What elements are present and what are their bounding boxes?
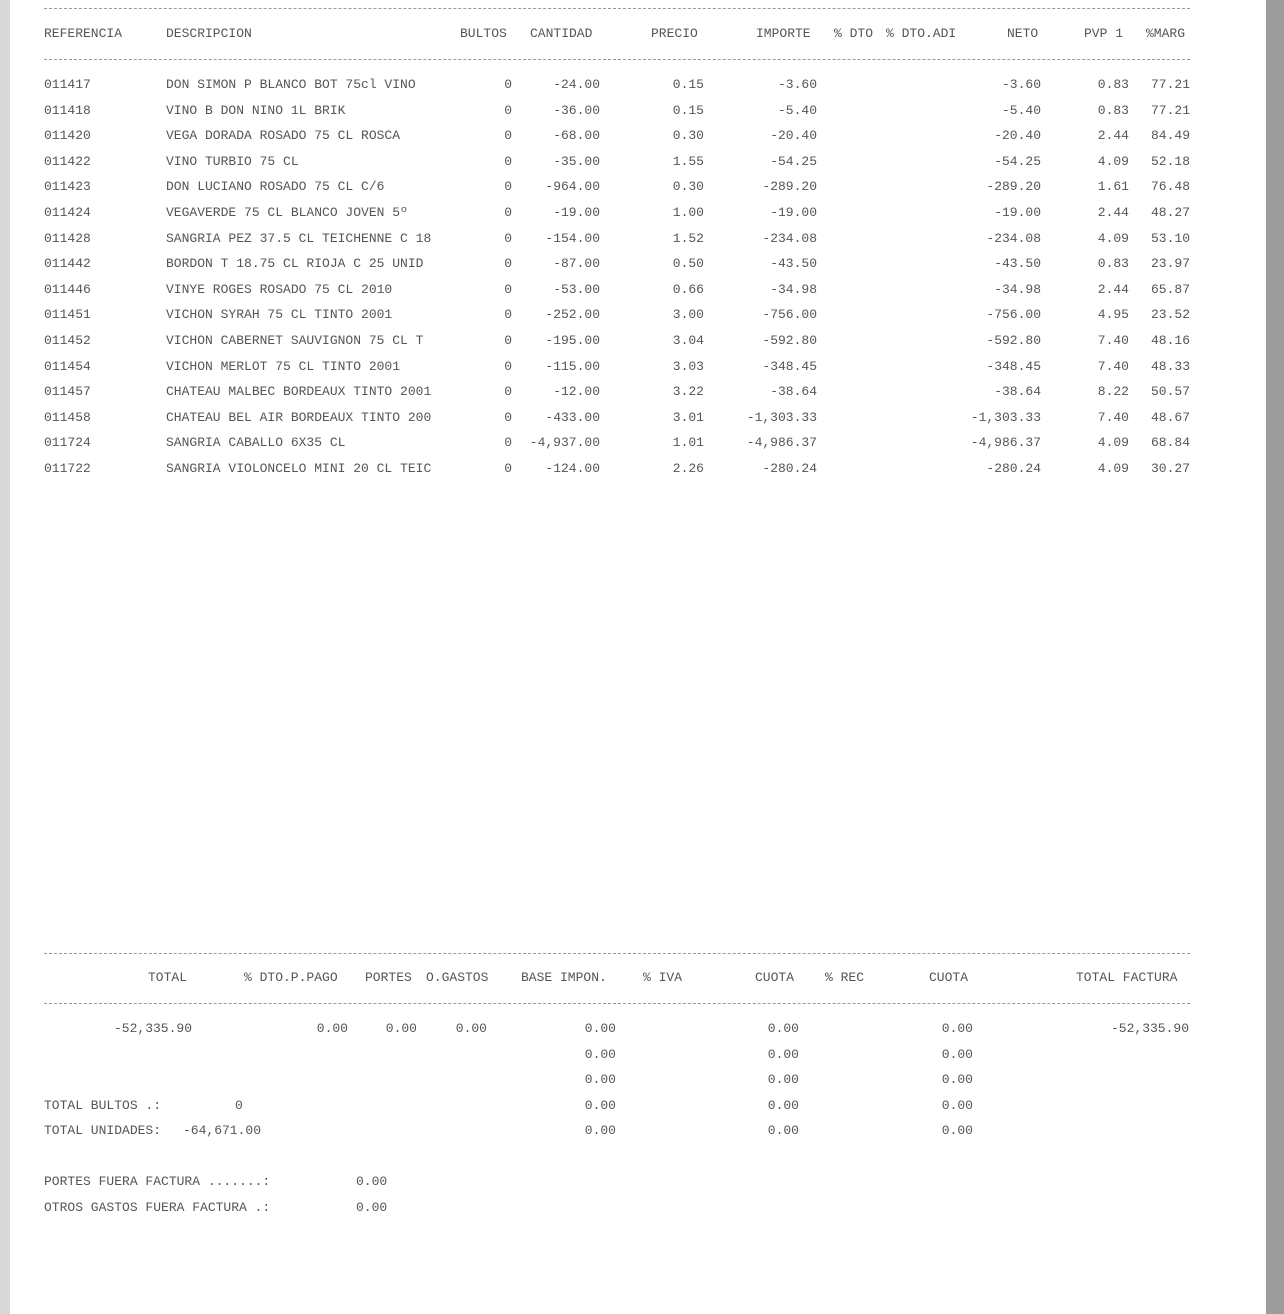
cell-desc: SANGRIA PEZ 37.5 CL TEICHENNE C 18: [166, 230, 432, 246]
cell-marg: 50.57: [1150, 384, 1190, 400]
cell-cantidad: -195.00: [545, 333, 600, 348]
cell-marg: 48.33: [1150, 358, 1190, 374]
tax-cell-cuota2: 0.00: [941, 1021, 973, 1036]
cell-pvp: 7.40: [1097, 333, 1129, 348]
cell-cantidad: -964.00: [545, 179, 600, 195]
cell-precio: 3.01: [672, 409, 704, 425]
cell-precio: 0.30: [672, 179, 704, 195]
cell-importe: -234.08: [762, 230, 817, 246]
header-precio: PRECIO: [651, 26, 698, 41]
cell-importe: -4,986.37: [746, 435, 817, 451]
summary-portes-value: 0.00: [385, 1021, 417, 1036]
cell-neto: -3.60: [1001, 77, 1041, 92]
cell-precio: 1.00: [672, 205, 704, 220]
cell-neto: -20.40: [994, 128, 1041, 144]
cell-marg: 23.52: [1150, 307, 1190, 323]
cell-bultos: 0: [504, 281, 512, 297]
cell-neto: -1,303.33: [970, 409, 1041, 425]
cell-marg: 77.21: [1150, 102, 1190, 118]
cell-ref: 011423: [44, 179, 91, 195]
cell-neto: -19.00: [994, 205, 1041, 220]
header-pvp: PVP 1: [1084, 26, 1124, 41]
cell-pvp: 4.09: [1097, 230, 1129, 246]
cell-desc: VEGA DORADA ROSADO 75 CL ROSCA: [166, 128, 401, 144]
portes-fuera-value: 0.00: [356, 1174, 388, 1189]
cell-bultos: 0: [504, 179, 512, 195]
header-dto-adi: % DTO.ADI: [886, 26, 957, 41]
cell-importe: -43.50: [770, 256, 817, 272]
tax-cell-cuota2: 0.00: [941, 1072, 973, 1087]
cell-desc: VINO B DON NINO 1L BRIK: [166, 102, 346, 118]
cell-marg: 23.97: [1150, 256, 1190, 272]
otros-gastos-label: OTROS GASTOS FUERA FACTURA .:: [44, 1200, 271, 1215]
cell-bultos: 0: [504, 435, 512, 451]
summary-header-base-impon: BASE IMPON.: [521, 970, 607, 985]
cell-desc: VEGAVERDE 75 CL BLANCO JOVEN 5º: [166, 205, 408, 220]
cell-precio: 0.30: [672, 128, 704, 144]
cell-cantidad: -24.00: [553, 77, 600, 92]
cell-bultos: 0: [504, 461, 512, 476]
cell-pvp: 0.83: [1097, 77, 1129, 92]
cell-desc: CHATEAU MALBEC BORDEAUX TINTO 2001: [166, 384, 432, 400]
cell-desc: VICHON SYRAH 75 CL TINTO 2001: [166, 307, 393, 323]
cell-desc: DON SIMON P BLANCO BOT 75cl VINO: [166, 77, 416, 92]
cell-precio: 2.26: [672, 461, 704, 476]
cell-pvp: 1.61: [1097, 179, 1129, 195]
cell-pvp: 4.09: [1097, 153, 1129, 169]
cell-bultos: 0: [504, 307, 512, 323]
tax-cell-base: 0.00: [584, 1097, 616, 1113]
cell-ref: 011722: [44, 461, 91, 476]
cell-neto: -4,986.37: [970, 435, 1041, 451]
document-page: [10, 0, 1266, 1314]
cell-cantidad: -154.00: [545, 230, 600, 246]
summary-header-dto-p-pago: % DTO.P.PAGO: [244, 970, 338, 985]
cell-pvp: 4.09: [1097, 435, 1129, 451]
cell-desc: VINYE ROGES ROSADO 75 CL 2010: [166, 281, 393, 297]
tax-cell-cuota2: 0.00: [941, 1046, 973, 1062]
cell-desc: DON LUCIANO ROSADO 75 CL C/6: [166, 179, 385, 195]
cell-marg: 68.84: [1150, 435, 1190, 451]
cell-ref: 011424: [44, 205, 91, 220]
cell-importe: -19.00: [770, 205, 817, 220]
cell-neto: -280.24: [986, 461, 1041, 476]
cell-neto: -756.00: [986, 307, 1041, 323]
viewer-left-edge: [0, 0, 10, 1314]
cell-neto: -348.45: [986, 358, 1041, 374]
cell-marg: 52.18: [1150, 153, 1190, 169]
cell-marg: 48.16: [1150, 333, 1190, 348]
cell-pvp: 4.09: [1097, 461, 1129, 476]
cell-desc: VICHON CABERNET SAUVIGNON 75 CL T: [166, 333, 424, 348]
cell-cantidad: -4,937.00: [529, 435, 600, 451]
summary-dto-p-pago-value: 0.00: [316, 1021, 348, 1036]
cell-precio: 0.15: [672, 102, 704, 118]
cell-pvp: 7.40: [1097, 409, 1129, 425]
cell-importe: -348.45: [762, 358, 817, 374]
summary-header-iva: % IVA: [643, 970, 683, 985]
cell-ref: 011428: [44, 230, 91, 246]
cell-importe: -289.20: [762, 179, 817, 195]
cell-bultos: 0: [504, 333, 512, 348]
separator-line: [44, 8, 1190, 9]
cell-cantidad: -12.00: [553, 384, 600, 400]
header-neto: NETO: [1007, 26, 1039, 41]
cell-pvp: 0.83: [1097, 256, 1129, 272]
separator-line: [44, 1003, 1190, 1004]
cell-cantidad: -19.00: [553, 205, 600, 220]
cell-desc: BORDON T 18.75 CL RIOJA C 25 UNID: [166, 256, 424, 272]
cell-importe: -5.40: [777, 102, 817, 118]
cell-marg: 48.67: [1150, 409, 1190, 425]
cell-pvp: 2.44: [1097, 281, 1129, 297]
cell-marg: 76.48: [1150, 179, 1190, 195]
cell-bultos: 0: [504, 230, 512, 246]
cell-pvp: 8.22: [1097, 384, 1129, 400]
cell-ref: 011442: [44, 256, 91, 272]
tax-cell-cuota2: 0.00: [941, 1123, 973, 1138]
cell-bultos: 0: [504, 256, 512, 272]
cell-ref: 011454: [44, 358, 91, 374]
cell-pvp: 2.44: [1097, 128, 1129, 144]
cell-precio: 3.22: [672, 384, 704, 400]
tax-cell-cuota1: 0.00: [767, 1097, 799, 1113]
cell-desc: CHATEAU BEL AIR BORDEAUX TINTO 200: [166, 409, 432, 425]
cell-marg: 65.87: [1150, 281, 1190, 297]
cell-pvp: 0.83: [1097, 102, 1129, 118]
cell-precio: 0.66: [672, 281, 704, 297]
cell-ref: 011420: [44, 128, 91, 144]
header-referencia: REFERENCIA: [44, 26, 123, 41]
cell-pvp: 2.44: [1097, 205, 1129, 220]
cell-desc: VINO TURBIO 75 CL: [166, 153, 299, 169]
cell-cantidad: -124.00: [545, 461, 600, 476]
total-unidades-value: -64,671.00: [183, 1123, 262, 1138]
portes-fuera-label: PORTES FUERA FACTURA .......:: [44, 1174, 271, 1189]
cell-ref: 011458: [44, 409, 91, 425]
cell-cantidad: -68.00: [553, 128, 600, 144]
header-bultos: BULTOS: [460, 26, 507, 41]
cell-precio: 0.15: [672, 77, 704, 92]
tax-cell-cuota1: 0.00: [767, 1123, 799, 1138]
cell-ref: 011418: [44, 102, 91, 118]
header-descripcion: DESCRIPCION: [166, 26, 252, 41]
total-bultos-value: 0: [235, 1098, 243, 1113]
cell-neto: -43.50: [994, 256, 1041, 272]
cell-cantidad: -252.00: [545, 307, 600, 323]
cell-importe: -280.24: [762, 461, 817, 476]
cell-neto: -592.80: [986, 333, 1041, 348]
cell-desc: SANGRIA CABALLO 6X35 CL: [166, 435, 346, 451]
cell-bultos: 0: [504, 153, 512, 169]
header-importe: IMPORTE: [756, 26, 811, 41]
cell-ref: 011724: [44, 435, 91, 451]
cell-pvp: 7.40: [1097, 358, 1129, 374]
cell-neto: -34.98: [994, 281, 1041, 297]
separator-line: [44, 59, 1190, 60]
tax-cell-cuota1: 0.00: [767, 1046, 799, 1062]
cell-marg: 77.21: [1150, 77, 1190, 92]
cell-neto: -289.20: [986, 179, 1041, 195]
cell-bultos: 0: [504, 77, 512, 92]
cell-marg: 48.27: [1150, 205, 1190, 220]
cell-precio: 3.00: [672, 307, 704, 323]
cell-ref: 011457: [44, 384, 91, 400]
cell-neto: -5.40: [1001, 102, 1041, 118]
cell-ref: 011446: [44, 281, 91, 297]
cell-importe: -756.00: [762, 307, 817, 323]
tax-cell-base: 0.00: [584, 1123, 616, 1138]
cell-importe: -34.98: [770, 281, 817, 297]
otros-gastos-value: 0.00: [356, 1200, 388, 1215]
tax-cell-cuota2: 0.00: [941, 1097, 973, 1113]
cell-bultos: 0: [504, 358, 512, 374]
cell-neto: -234.08: [986, 230, 1041, 246]
cell-precio: 1.01: [672, 435, 704, 451]
cell-importe: -592.80: [762, 333, 817, 348]
total-unidades-label: TOTAL UNIDADES:: [44, 1123, 162, 1138]
cell-desc: VICHON MERLOT 75 CL TINTO 2001: [166, 358, 401, 374]
summary-header-cuota-rec: CUOTA: [929, 970, 969, 985]
tax-cell-base: 0.00: [584, 1072, 616, 1087]
tax-cell-base: 0.00: [584, 1021, 616, 1036]
summary-header-rec: % REC: [825, 970, 865, 985]
header-marg: %MARG: [1146, 26, 1186, 41]
total-bultos-label: TOTAL BULTOS .:: [44, 1098, 162, 1113]
cell-marg: 84.49: [1150, 128, 1190, 144]
cell-bultos: 0: [504, 384, 512, 400]
summary-total-factura-value: -52,335.90: [1110, 1021, 1189, 1036]
cell-precio: 1.52: [672, 230, 704, 246]
cell-bultos: 0: [504, 102, 512, 118]
summary-header-o-gastos: O.GASTOS: [426, 970, 489, 985]
cell-marg: 30.27: [1150, 461, 1190, 476]
cell-ref: 011451: [44, 307, 91, 323]
cell-importe: -1,303.33: [746, 409, 817, 425]
cell-ref: 011417: [44, 77, 91, 92]
cell-bultos: 0: [504, 128, 512, 144]
cell-importe: -20.40: [770, 128, 817, 144]
cell-bultos: 0: [504, 205, 512, 220]
tax-cell-cuota1: 0.00: [767, 1021, 799, 1036]
cell-desc: SANGRIA VIOLONCELO MINI 20 CL TEIC: [166, 461, 432, 476]
tax-cell-base: 0.00: [584, 1046, 616, 1062]
cell-precio: 0.50: [672, 256, 704, 272]
tax-cell-cuota1: 0.00: [767, 1072, 799, 1087]
cell-neto: -54.25: [994, 153, 1041, 169]
cell-importe: -38.64: [770, 384, 817, 400]
cell-cantidad: -433.00: [545, 409, 600, 425]
summary-header-total: TOTAL: [148, 970, 188, 985]
cell-importe: -3.60: [777, 77, 817, 92]
cell-bultos: 0: [504, 409, 512, 425]
viewer-scrollbar[interactable]: [1266, 0, 1284, 1314]
cell-cantidad: -87.00: [553, 256, 600, 272]
cell-precio: 1.55: [672, 153, 704, 169]
cell-cantidad: -36.00: [553, 102, 600, 118]
cell-cantidad: -115.00: [545, 358, 600, 374]
cell-ref: 011422: [44, 153, 91, 169]
summary-header-cuota: CUOTA: [755, 970, 795, 985]
cell-ref: 011452: [44, 333, 91, 348]
header-cantidad: CANTIDAD: [530, 26, 593, 41]
header-dto: % DTO: [834, 26, 874, 41]
cell-precio: 3.04: [672, 333, 704, 348]
cell-pvp: 4.95: [1097, 307, 1129, 323]
summary-o-gastos-value: 0.00: [455, 1021, 487, 1036]
summary-header-portes: PORTES: [365, 970, 412, 985]
cell-cantidad: -53.00: [553, 281, 600, 297]
cell-marg: 53.10: [1150, 230, 1190, 246]
cell-importe: -54.25: [770, 153, 817, 169]
cell-precio: 3.03: [672, 358, 704, 374]
summary-header-total-factura: TOTAL FACTURA: [1076, 970, 1178, 985]
summary-total-value: -52,335.90: [113, 1021, 192, 1036]
separator-line: [44, 953, 1190, 954]
cell-cantidad: -35.00: [553, 153, 600, 169]
cell-neto: -38.64: [994, 384, 1041, 400]
